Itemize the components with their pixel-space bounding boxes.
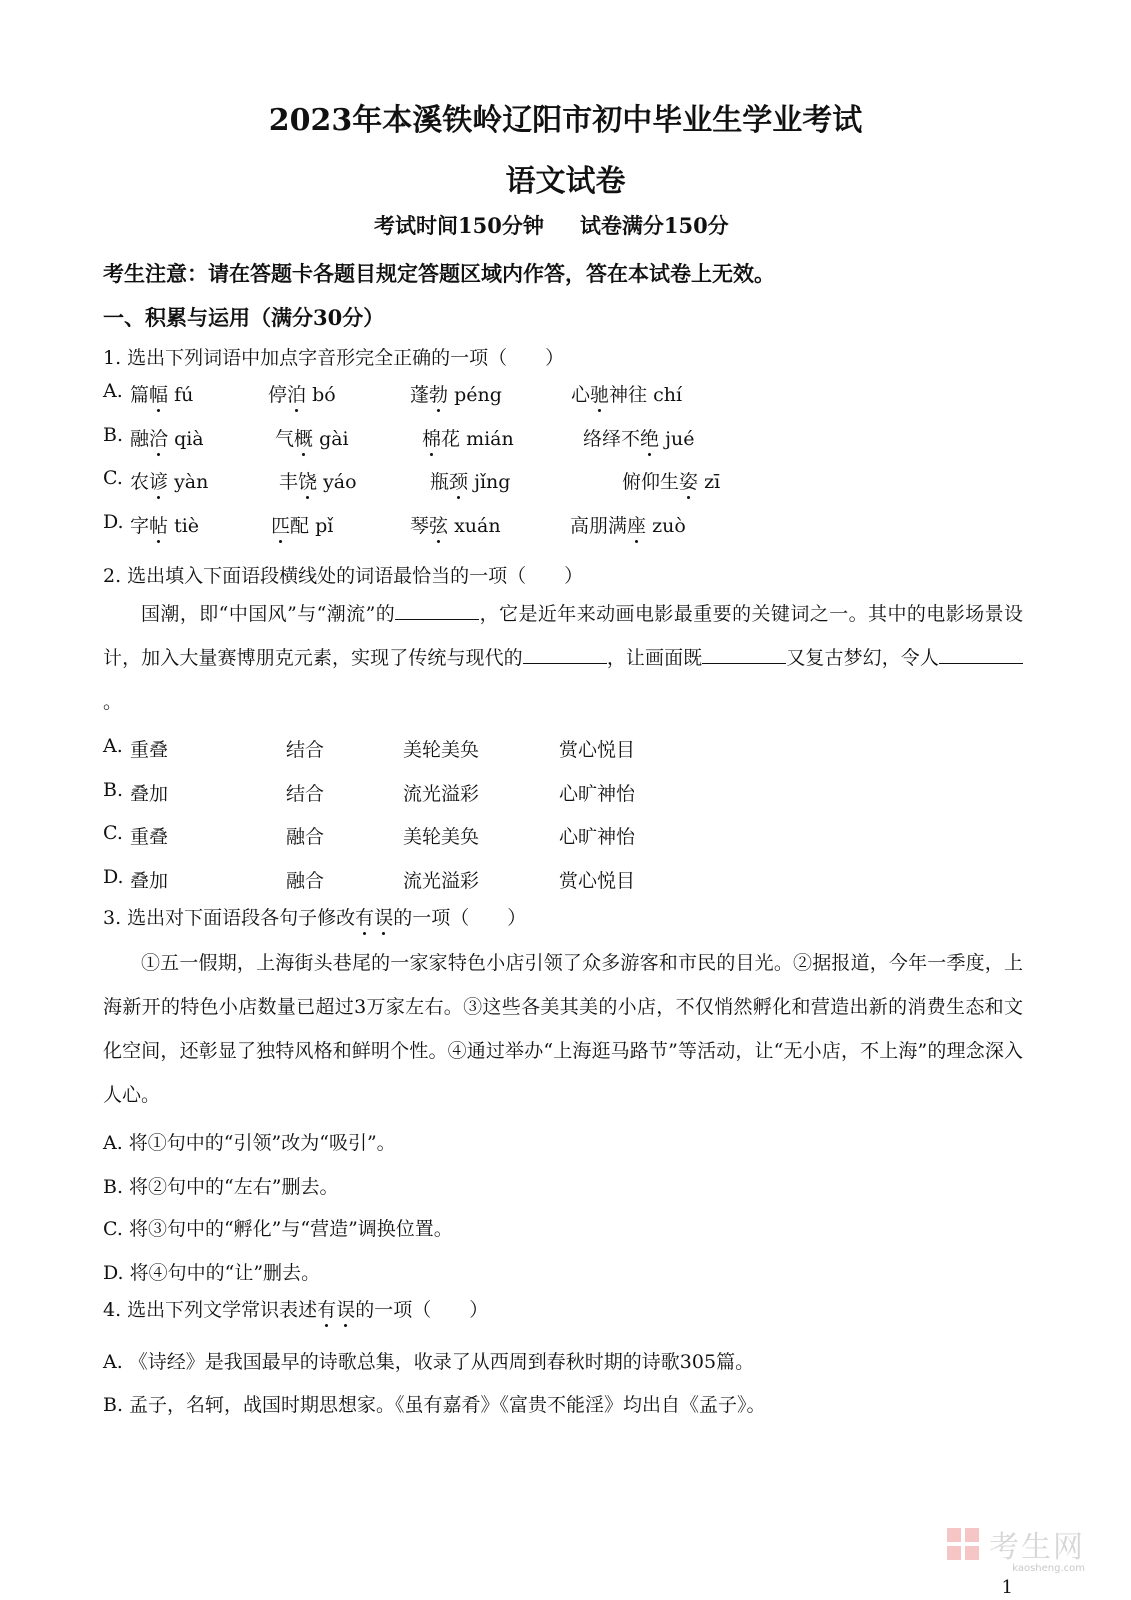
q2-option-word: 重叠 (130, 739, 169, 761)
blank-line (523, 644, 607, 664)
q2-option-word: 心旷神怡 (559, 783, 636, 805)
q1-option-word: 融洽 qià (130, 428, 204, 450)
q1-option-label: D. (103, 511, 124, 533)
q2-option-word: 叠加 (130, 783, 169, 805)
q4-option: A. 《诗经》是我国最早的诗歌总集，收录了从西周到春秋时期的诗歌305篇。 (103, 1351, 755, 1373)
exam-info (374, 210, 729, 240)
q2-option-word: 美轮美奂 (403, 739, 480, 761)
q2-option-word: 赏心悦目 (559, 870, 636, 892)
q2-option-word: 融合 (286, 870, 325, 892)
q1-option-word: 络绎不绝 jué (583, 428, 695, 450)
q2-option-word: 结合 (286, 783, 325, 805)
q1-option-word: 心驰神往 chí (571, 384, 683, 406)
q2-option-word: 流光溢彩 (403, 783, 480, 805)
q1-option-word: 蓬勃 péng (410, 384, 502, 406)
exam-subtitle: 语文试卷 (505, 164, 626, 199)
q3-option: D. 将④句中的“让”删去。 (103, 1262, 321, 1284)
watermark-logo (945, 1524, 1085, 1564)
q3-passage: ①五一假期，上海街头巷尾的一家家特色小店引领了众多游客和市民的目光。②据报道，今年一季度，上海新开的特色小店数量已超过3万家左右。③这些各美其美的小店，不仅悄然孵化和营造出新的消费生态和文化空间，还彰显了独特风格和鲜明个性。④通过举办“上海逛马路节”等活动，让“无小店，不上海”的理念深入人心。 (103, 952, 1023, 1106)
q3-option: B. 将②句中的“左右”删去。 (103, 1176, 339, 1198)
q1-option-label: A. (103, 380, 123, 402)
exam-time: 考试时间150分钟 (374, 213, 544, 238)
watermark-brand: 考生网 (989, 1530, 1085, 1565)
q3-stem: 3. 选出对下面语段各句子修改有误的一项（ ） (103, 907, 527, 929)
q2-option-word: 美轮美奂 (403, 826, 480, 848)
q2-option-label: C. (103, 822, 123, 844)
q1-option-word: 停泊 bó (268, 384, 336, 406)
q1-option-word: 字帖 tiè (130, 515, 200, 537)
kaosheng-logo-icon (945, 1526, 981, 1562)
exam-score: 试卷满分150分 (579, 213, 729, 238)
blank-line (939, 644, 1023, 664)
q2-option-word: 结合 (286, 739, 325, 761)
q2-option-label: A. (103, 735, 123, 757)
q1-option-word: 匹配 pǐ (271, 515, 334, 537)
q1-option-label: B. (103, 424, 124, 446)
q1-option-word: 篇幅 fú (130, 384, 194, 406)
section-title: 一、积累与运用（满分30分） (103, 305, 385, 330)
q2-option-word: 重叠 (130, 826, 169, 848)
q1-option-word: 农谚 yàn (130, 471, 209, 493)
q2-passage: 国潮，即“中国风”与“潮流”的 ，它是近年来动画电影最重要的关键词之一。其中的电影场景设计，加入大量赛博朋克元素，实现了传统与现代的 ，让画面既 又复古梦幻，令人。 (103, 592, 1023, 724)
q2-option-word: 融合 (286, 826, 325, 848)
q4-stem: 4. 选出下列文学常识表述有误的一项（ ） (103, 1299, 489, 1321)
q1-option-word: 棉花 mián (422, 428, 514, 450)
exam-notice: 考生注意：请在答题卡各题目规定答题区域内作答，答在本试卷上无效。 (103, 261, 775, 286)
q1-option-word: 俯仰生姿 zī (622, 471, 721, 493)
q2-option-word: 赏心悦目 (559, 739, 636, 761)
q1-stem: 1. 选出下列词语中加点字音形完全正确的一项（ ） (103, 347, 565, 369)
q1-option-word: 高朋满座 zuò (570, 515, 686, 537)
q1-option-word: 瓶颈 jǐng (430, 471, 511, 493)
q2-option-word: 心旷神怡 (559, 826, 636, 848)
q1-option-word: 丰饶 yáo (279, 471, 357, 493)
q1-option-word: 琴弦 xuán (410, 515, 501, 537)
blank-line (395, 600, 479, 620)
q2-option-label: B. (103, 779, 124, 801)
blank-line (702, 644, 786, 664)
q2-option-word: 叠加 (130, 870, 169, 892)
q3-option: A. 将①句中的“引领”改为“吸引”。 (103, 1132, 396, 1154)
q2-stem: 2. 选出填入下面语段横线处的词语最恰当的一项（ ） (103, 565, 584, 587)
page-number: 1 (1001, 1577, 1013, 1598)
q1-option-word: 气概 gài (275, 428, 349, 450)
q2-option-word: 流光溢彩 (403, 870, 480, 892)
exam-title: 2023年本溪铁岭辽阳市初中毕业生学业考试 (268, 103, 863, 138)
watermark-site: kaosheng.com (1012, 1563, 1085, 1574)
q4-option: B. 孟子，名轲，战国时期思想家。《虽有嘉肴》《富贵不能淫》均出自《孟子》。 (103, 1394, 766, 1416)
q2-option-label: D. (103, 866, 124, 888)
q1-option-label: C. (103, 467, 123, 489)
q3-option: C. 将③句中的“孵化”与“营造”调换位置。 (103, 1218, 453, 1240)
